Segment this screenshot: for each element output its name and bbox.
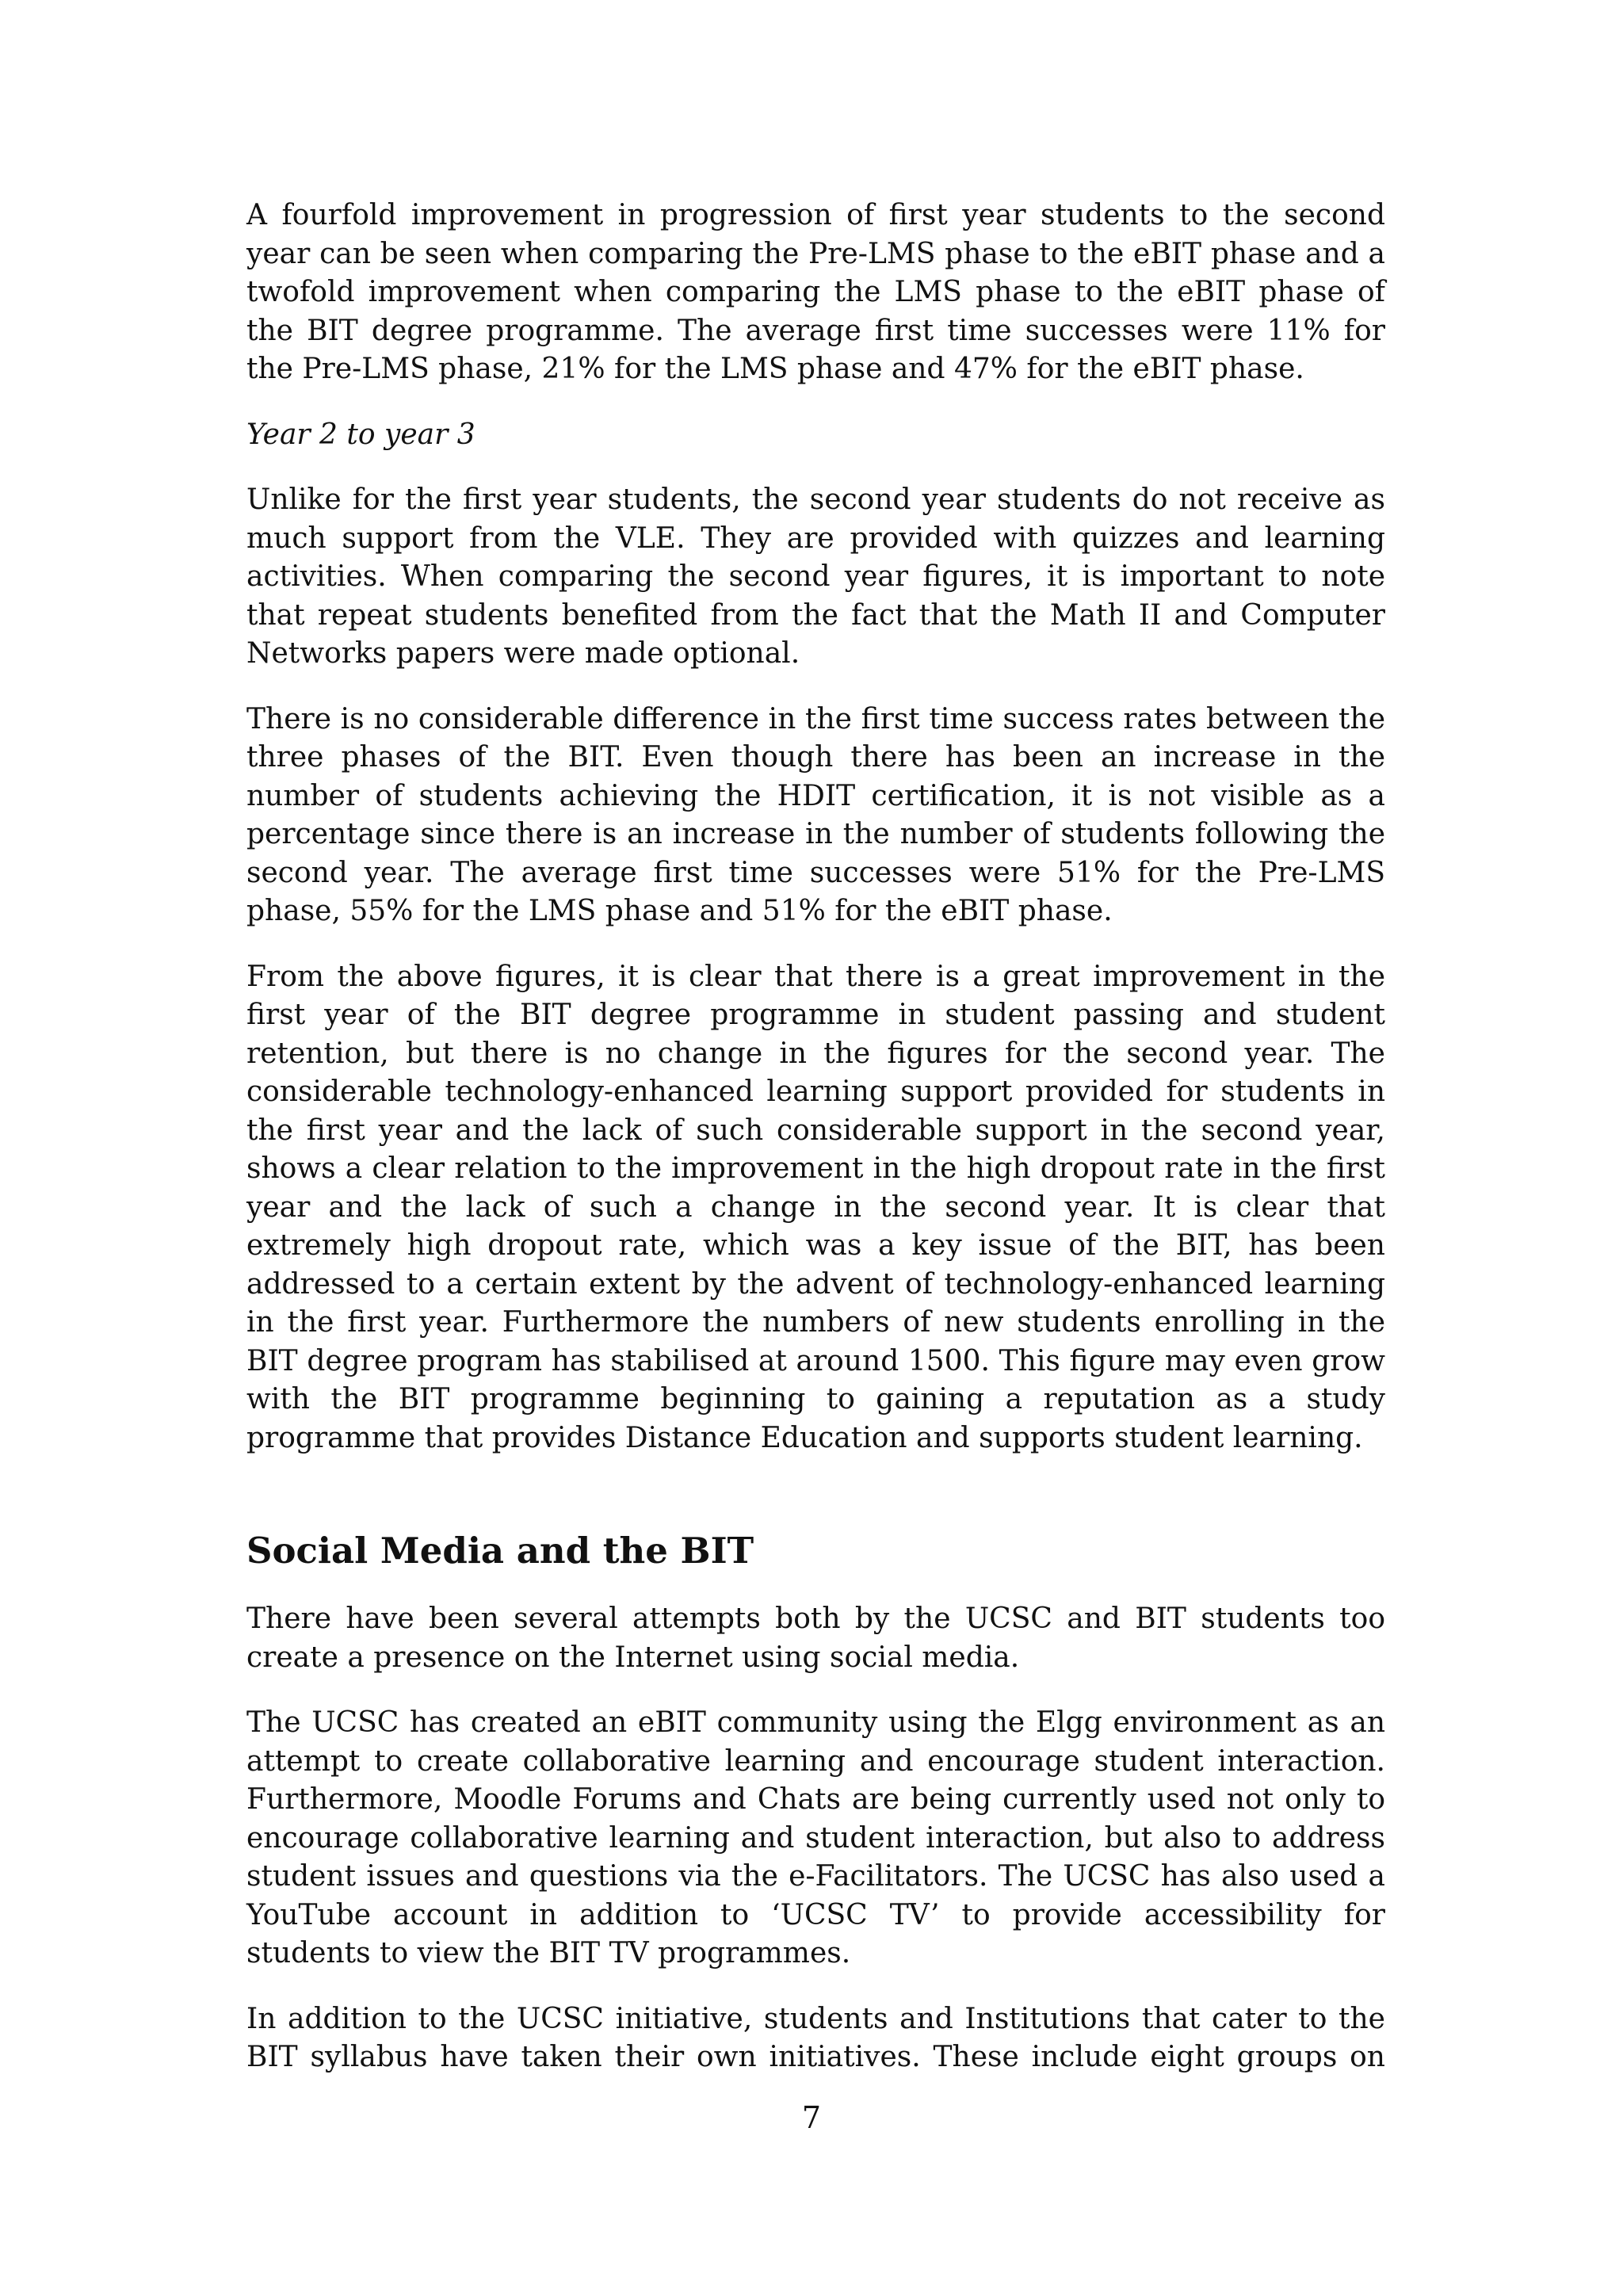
paragraph-last: In addition to the UCSC initiative, students and Institutions that cater to the BIT syllabus have taken their own initiatives. These include eight groups on bbox=[246, 2002, 1385, 2073]
page-number: 7 bbox=[801, 2100, 822, 2135]
subheading: Year 2 to year 3 bbox=[246, 418, 475, 451]
paragraph: The UCSC has created an eBIT community using the Elgg environment as an attempt to create collaborative learning and encourage student interaction. Furthermore, Moodle Forums and Chats are being currently used not only to encourage collaborative learning and student interaction, but also to address student issues and questions via the e-Facilitators. The UCSC has also used a YouTube account in addition to ‘UCSC TV’ to provide accessibility for students to view the BIT TV programmes. bbox=[246, 1706, 1385, 1969]
paragraph: From the above figures, it is clear that there is a great improvement in the first year of the BIT degree programme in student passing and student retention, but there is no change in the figures for the second year. The considerable technology-enhanced learning support provided for students in the first year and the lack of such considerable support in the second year, shows a clear relation to the improvement in the high dropout rate in the first year and the lack of such a change in the second year. It is clear that extremely high dropout rate, which was a key issue of the BIT, has been addressed to a certain extent by the advent of technology-enhanced learning in the first year. Furthermore the numbers of new students enrolling in the BIT degree program has stabilised at around 1500. This figure may even grow with the BIT programme beginning to gaining a reputation as a study programme that provides Distance Education and supports student learning. bbox=[246, 960, 1385, 1454]
paragraph: Unlike for the first year students, the second year students do not receive as much support from the VLE. They are provided with quizzes and learning activities. When comparing the second year figures, it is important to note that repeat students benefited from the fact that the Math II and Computer Networks papers were made optional. bbox=[246, 483, 1385, 670]
paragraph: A fourfold improvement in progression of first year students to the second year can be seen when comparing the Pre-LMS phase to the eBIT phase and a twofold improvement when comparing the LMS phase to the eBIT phase of the BIT degree programme. The average first time successes were 11% for the Pre-LMS phase, 21% for the LMS phase and 47% for the eBIT phase. bbox=[246, 199, 1385, 385]
paragraph: There is no considerable difference in the first time success rates between the three phases of the BIT. Even though there has been an increase in the number of students achieving the HDIT certification, it is not visible as a percentage since there is an increase in the number of students following the second year. The average first time successes were 51% for the Pre-LMS phase, 55% for the LMS phase and 51% for the eBIT phase. bbox=[246, 702, 1385, 927]
document-body bbox=[246, 197, 1385, 2104]
section-heading: Social Media and the BIT bbox=[246, 1530, 754, 1572]
paragraph: There have been several attempts both by the UCSC and BIT students too create a presence on the Internet using social media. bbox=[246, 1603, 1385, 1674]
